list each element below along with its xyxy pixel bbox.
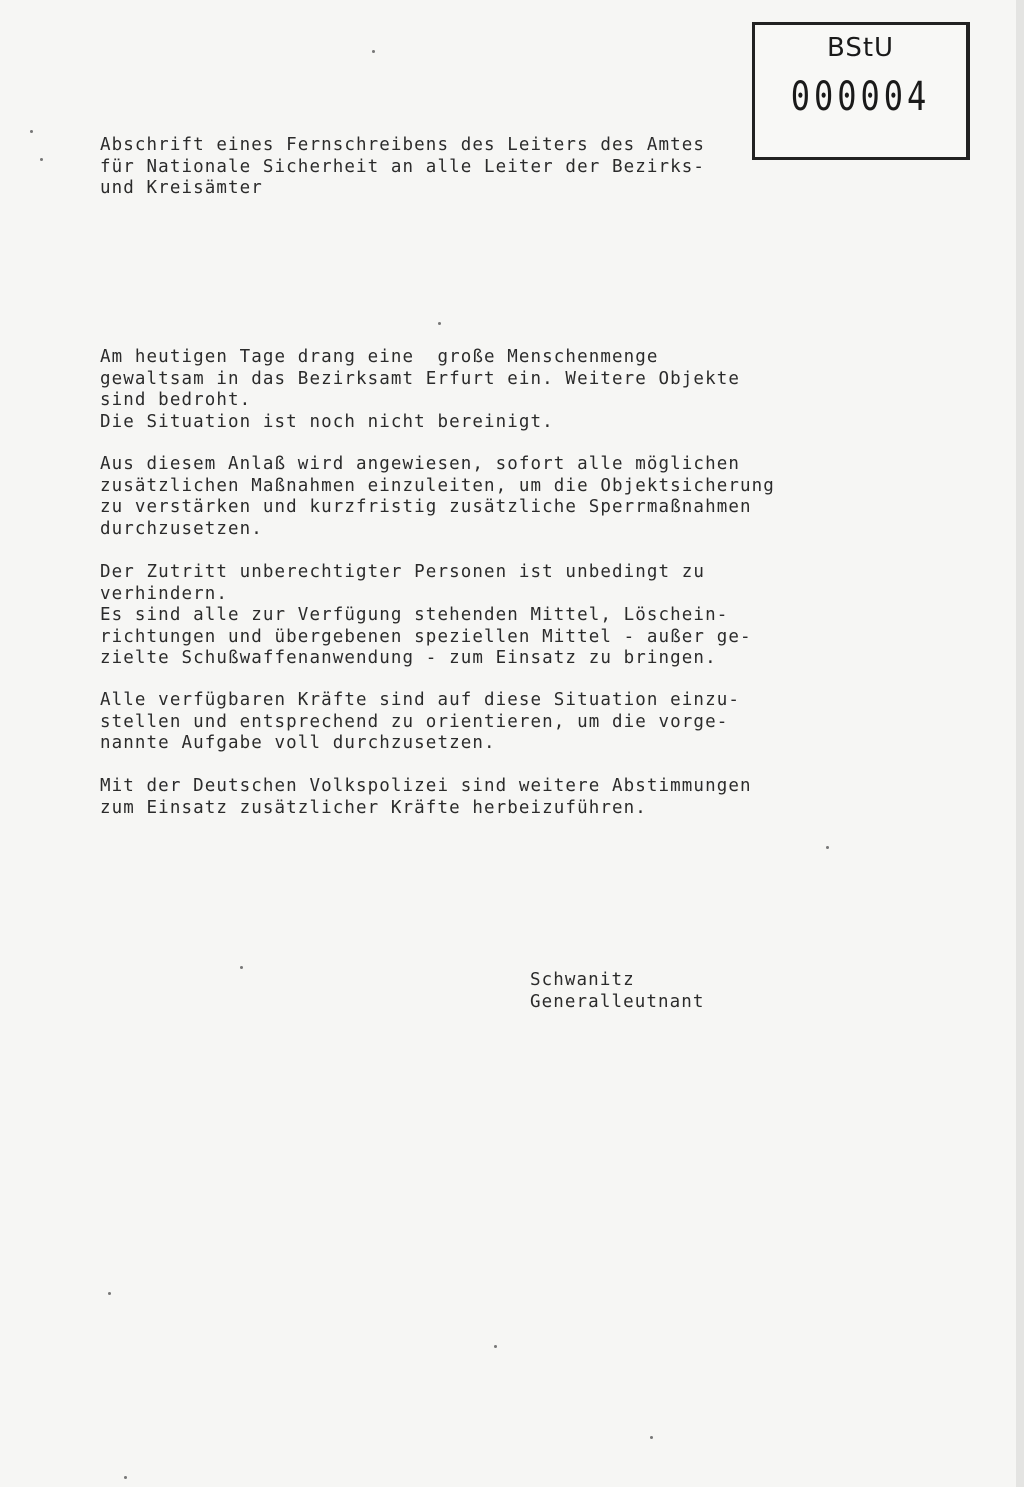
body-paragraph (100, 690, 740, 755)
body-paragraph (100, 562, 752, 670)
paper-speck (650, 1436, 653, 1439)
text-line: zielte Schußwaffenanwendung - zum Einsatz zu bringen. (100, 648, 717, 668)
stamp-number: 000004 (790, 72, 931, 120)
text-line: sind bedroht. (100, 390, 252, 410)
header-line: Abschrift eines Fernschreibens des Leiters des Amtes (100, 135, 706, 155)
body-paragraph (100, 454, 775, 540)
paper-speck (438, 322, 441, 325)
archive-stamp (752, 22, 970, 160)
text-line: Am heutigen Tage drang eine große Menschenmenge (100, 347, 659, 367)
paper-speck (240, 966, 243, 969)
paper-speck (372, 50, 375, 53)
text-line: Der Zutritt unberechtigter Personen ist unbedingt zu (100, 562, 706, 582)
text-line: Die Situation ist noch nicht bereinigt. (100, 411, 554, 432)
header-line: und Kreisämter (100, 178, 263, 198)
text-line: verhindern. (100, 583, 228, 604)
page-edge-shadow (1016, 0, 1024, 1487)
signature-name: Schwanitz (530, 970, 635, 990)
text-line: zum Einsatz zusätzlicher Kräfte herbeizuführen. (100, 797, 647, 818)
text-line: Alle verfügbaren Kräfte sind auf diese Situation einzu- (100, 690, 740, 710)
paper-speck (124, 1476, 127, 1479)
paper-speck (494, 1345, 497, 1348)
text-line: nannte Aufgabe voll durchzusetzen. (100, 733, 496, 753)
paper-speck (40, 158, 43, 161)
text-line: stellen und entsprechend zu orientieren, um die vorge- (100, 711, 729, 732)
text-line: Es sind alle zur Verfügung stehenden Mittel, Löschein- (100, 605, 729, 625)
header-line: für Nationale Sicherheit an alle Leiter der Bezirks- (100, 156, 706, 177)
text-line: Aus diesem Anlaß wird angewiesen, sofort alle möglichen (100, 454, 740, 474)
body-paragraph (100, 776, 752, 819)
text-line: zu verstärken und kurzfristig zusätzliche Sperrmaßnahmen (100, 497, 752, 517)
text-line: Mit der Deutschen Volkspolizei sind weitere Abstimmungen (100, 776, 752, 796)
paper-speck (108, 1292, 111, 1295)
text-line: zusätzlichen Maßnahmen einzuleiten, um die Objektsicherung (100, 475, 775, 496)
body-paragraph (100, 347, 740, 433)
text-line: richtungen und übergebenen speziellen Mittel - außer ge- (100, 626, 752, 647)
text-line: gewaltsam in das Bezirksamt Erfurt ein. Weitere Objekte (100, 368, 740, 389)
paper-speck (826, 846, 829, 849)
paper-speck (30, 130, 33, 133)
signature-rank: Generalleutnant (530, 991, 705, 1012)
stamp-title: BStU (826, 33, 895, 63)
document-header (100, 135, 705, 200)
text-line: durchzusetzen. (100, 518, 263, 539)
signature-block (530, 970, 705, 1013)
